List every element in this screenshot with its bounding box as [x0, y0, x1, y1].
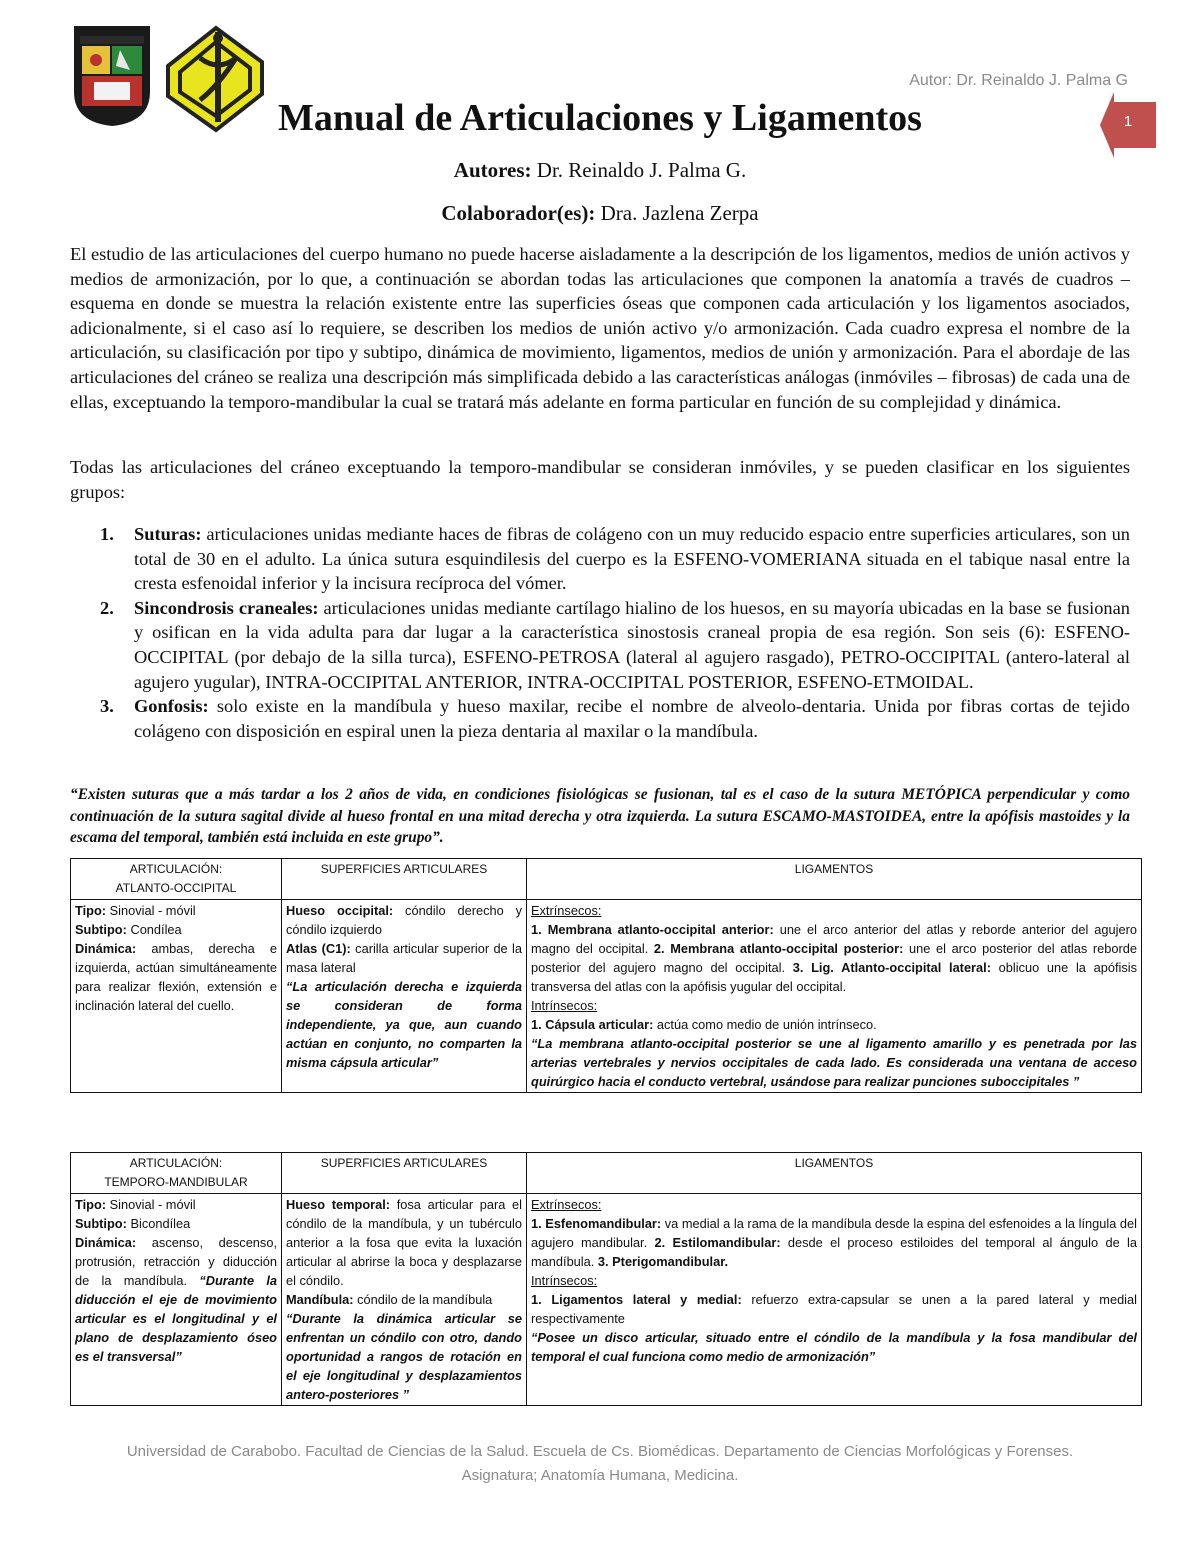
ligament-name: Pterigomandibular. [612, 1254, 729, 1269]
ligament-desc: oblicuo une la apófisis transversa del atlas con la apófisis yugular del occipital. [531, 960, 1138, 994]
header-articulation [71, 859, 282, 900]
sutures-quote: “Existen suturas que a más tardar a los 2 años de vida, en condiciones fisiológicas se fusionan, tal es el caso de la sutura METÓPICA perpendicular y como continuación de la sutura sagital divide al hueso frontal en una mitad derecha y otra izquierda. La sutura ESCAMO-MASTOIDEA, entre la apófisis mastoides y la escama del temporal, también está incluida en este grupo”. [70, 786, 1130, 847]
surface-bone-label: Mandíbula: [286, 1292, 354, 1307]
subtipo-value: Bicondílea [126, 1216, 191, 1231]
document-title: Manual de Articulaciones y Ligamentos [278, 97, 922, 139]
list-term: Suturas: [134, 524, 202, 544]
dinamica-label: Dinámica: [75, 941, 137, 956]
tipo-label: Tipo: [75, 903, 107, 918]
ligament-name: Membrana atlanto-occipital anterior: [547, 922, 774, 937]
ligament-desc: une el arco anterior del atlas y reborde anterior del agujero magno del occipital. [531, 922, 1137, 956]
ligament-name: Ligamentos lateral y medial: [551, 1292, 742, 1307]
ligament-number: 3. [792, 960, 804, 975]
classification-cell [71, 900, 282, 1093]
surface-bone-text: cóndilo derecho y cóndilo izquierdo [286, 903, 522, 937]
surface-bone-label: Hueso occipital: [286, 903, 394, 918]
list-number: 3. [100, 696, 114, 717]
footer-line-1: Universidad de Carabobo. Facultad de Ciencias de la Salud. Escuela de Cs. Biomédicas. Departamento de Ciencias Morfológicas y Forenses. [126, 1443, 1074, 1460]
subtipo-label: Subtipo: [75, 1216, 127, 1231]
ligament-desc: va medial a la rama de la mandíbula desde la espina del esfenoides a la língula del agujero mandibular. [531, 1216, 1137, 1250]
header-articulation-label: ARTICULACIÓN: [129, 862, 223, 876]
table-header-row [71, 1153, 1142, 1194]
extrinsic-label: Extrínsecos: [531, 1197, 602, 1212]
dinamica-label: Dinámica: [75, 1235, 137, 1250]
surface-bone-text: carilla articular superior de la masa lateral [286, 941, 523, 975]
collaborators-value: Dra. Jazlena Zerpa [600, 201, 759, 225]
extrinsic-label: Extrínsecos: [531, 903, 602, 918]
list-number: 1. [100, 524, 114, 544]
authors-value: Dr. Reinaldo J. Palma G. [536, 158, 747, 182]
surfaces-note: “Durante la dinámica articular se enfrentan un cóndilo con otro, dando oportunidad a rangos de rotación en el eje longitudinal y desplazamientos antero-posteriores ” [286, 1311, 522, 1402]
ligament-desc: refuerzo extra-capsular se unen a la pared lateral y medial respectivamente [531, 1292, 1137, 1326]
ligament-desc: desde el proceso estiloides del temporal al ángulo de la mandíbula. [531, 1235, 1137, 1269]
list-item [70, 694, 1130, 743]
surfaces-cell [282, 1194, 527, 1406]
ligament-number: 3. [597, 1254, 609, 1269]
classification-note: “Durante la diducción el eje de movimiento articular es el longitudinal y el plano de desplazamiento óseo es el transversal” [75, 1273, 277, 1364]
surface-bone-label: Atlas (C1): [286, 941, 351, 956]
subtipo-label: Subtipo: [75, 922, 127, 937]
list-item [70, 596, 1130, 694]
list-text: articulaciones unidas mediante haces de fibras de colágeno con un muy reducido espacio entre superficies articulares, son un total de 30 en el adulto. La única sutura esquindilesis del cuerpo es la ESFENO-VOMERIANA situada en el tabique nasal entre la cresta esfenoidal inferior y la incisura recíproca del vómer. [134, 524, 1130, 594]
intro-paragraph: El estudio de las articulaciones del cuerpo humano no puede hacerse aisladamente a la descripción de los ligamentos, medios de unión activos y medios de armonización, por lo que, a continuación se abordan todas las articulaciones que componen la anatomía a través de cuadros – esquema en donde se muestra la relación existente entre las superficies óseas que componen cada articulación y los ligamentos asociados, adicionalmente, si el caso así lo requiere, se describen los medios de unión activo y/o armonización. Cada cuadro expresa el nombre de la articulación, su clasificación por tipo y subtipo, dinámica de movimiento, ligamentos, medios de unión y armonización. Para el abordaje de las articulaciones del cráneo se realiza una descripción más simplificada debido a las características análogas (inmóviles – fibrosas) de cada una de ellas, exceptuando la temporo-mandibular la cual se tratará más adelante en forma particular en función de su complejidad y dinámica. [70, 244, 1130, 412]
dinamica-value: ambas, derecha e izquierda, actúan simultáneamente para realizar flexión, extensión e inclinación lateral del cuello. [75, 941, 277, 1013]
ligament-number: 1. [531, 1017, 542, 1032]
surface-bone-text: cóndilo de la mandíbula [353, 1292, 493, 1307]
collaborators-label: Colaborador(es): [441, 201, 596, 225]
list-term: Sincondrosis craneales: [134, 597, 319, 618]
header-articulation-label: ARTICULACIÓN: [129, 1156, 223, 1170]
subtipo-value: Condílea [126, 922, 182, 937]
header-articulation [71, 1153, 282, 1194]
authors-line [0, 158, 1200, 183]
header-ligaments: LIGAMENTOS [527, 1153, 1142, 1194]
ligament-name: Esfenomandibular: [545, 1216, 662, 1231]
second-paragraph: Todas las articulaciones del cráneo exceptuando la temporo-mandibular se consideran inmóviles, y se pueden clasificar en los siguientes grupos: [70, 457, 1130, 502]
ligaments-note: “La membrana atlanto-occipital posterior se une al ligamento amarillo y es penetrada por las arterias vertebrales y nervios occipitales de cada lado. Es considerada una ventana de acceso quirúrgico hacia el conducto vertebral, usándose para realizar punciones suboccipitales ” [531, 1036, 1137, 1089]
ligament-number: 2. [653, 941, 665, 956]
surface-bone-label: Hueso temporal: [286, 1197, 391, 1212]
ligament-name: Membrana atlanto-occipital posterior: [670, 941, 904, 956]
table-row [71, 900, 1142, 1093]
ligament-name: Estilomandibular: [672, 1235, 781, 1250]
table-atlanto-occipital [70, 858, 1142, 1093]
table-row [71, 1194, 1142, 1406]
ligament-name: Lig. Atlanto-occipital lateral: [811, 960, 991, 975]
header-surfaces: SUPERFICIES ARTICULARES [282, 859, 527, 900]
header-articulation-name: TEMPORO-MANDIBULAR [104, 1175, 248, 1189]
footer-line-2: Asignatura; Anatomía Humana, Medicina. [461, 1467, 739, 1484]
list-text: articulaciones unidas mediante cartílago hialino de los huesos, en su mayoría ubicadas en la base se fusionan y osifican en la vida adulta para dar lugar a la característica sinostosis craneal propia de esa región. Son seis (6): ESFENO-OCCIPITAL (por debajo de la silla turca), ESFENO-PETROSA (lateral al agujero rasgado), PETRO-OCCIPITAL (antero-lateral al agujero yugular), INTRA-OCCIPITAL ANTERIOR, INTRA-OCCIPITAL POSTERIOR, ESFENO-ETMOIDAL. [134, 597, 1130, 692]
ligament-desc: actúa como medio de unión intrínseco. [653, 1017, 877, 1032]
ligament-name: Cápsula articular: [545, 1017, 654, 1032]
ligament-number: 2. [654, 1235, 666, 1250]
list-text: solo existe en la mandíbula y hueso maxilar, recibe el nombre de alveolo-dentaria. Unida por fibras cortas de tejido colágeno con disposición en espiral unen la pieza dentaria al maxilar o la mandíbula. [134, 696, 1130, 741]
ligament-desc: une el arco posterior del atlas reborde posterior del agujero magno del occipital. [531, 941, 1137, 975]
list-term: Gonfosis: [134, 696, 209, 717]
header-author: Autor: Dr. Reinaldo J. Palma G [909, 72, 1128, 89]
surfaces-note: “La articulación derecha e izquierda se consideran de forma independiente, ya que, aun cuando actúan en conjunto, no comparten la misma cápsula articular” [286, 979, 522, 1070]
intrinsic-label: Intrínsecos: [531, 1273, 598, 1288]
header-surfaces: SUPERFICIES ARTICULARES [282, 1153, 527, 1194]
header-ligaments: LIGAMENTOS [527, 859, 1142, 900]
surface-bone-text: fosa articular para el cóndilo de la mandíbula, y un tubérculo anterior a la fosa que evita la luxación articular al abrirse la boca y desplazarse el cóndilo. [286, 1197, 522, 1288]
list-item [70, 522, 1130, 596]
page-footer [0, 1440, 1200, 1488]
tipo-value: Sinovial - móvil [106, 903, 196, 918]
ligaments-note: “Posee un disco articular, situado entre el cóndilo de la mandíbula y la fosa mandibular del temporal el cual funciona como medio de armonización” [531, 1330, 1137, 1364]
tipo-value: Sinovial - móvil [106, 1197, 196, 1212]
surfaces-cell [282, 900, 527, 1093]
ligaments-cell [527, 1194, 1142, 1406]
ligaments-cell [527, 900, 1142, 1093]
authors-label: Autores: [453, 158, 532, 182]
list-number: 2. [100, 597, 114, 618]
header-articulation-name: ATLANTO-OCCIPITAL [115, 881, 237, 895]
dinamica-value: ascenso, descenso, protrusión, retracción y diducción de la mandíbula. [75, 1235, 277, 1288]
ligament-number: 1. [531, 1292, 542, 1307]
group-list [70, 522, 1130, 743]
table-header-row [71, 859, 1142, 900]
ligament-number: 1. [531, 922, 542, 937]
intrinsic-label: Intrínsecos: [531, 998, 598, 1013]
classification-cell [71, 1194, 282, 1406]
tipo-label: Tipo: [75, 1197, 107, 1212]
page-number: 1 [1123, 113, 1133, 130]
ligament-number: 1. [531, 1216, 542, 1231]
collaborators-line [0, 201, 1200, 226]
table-temporo-mandibular [70, 1152, 1142, 1406]
